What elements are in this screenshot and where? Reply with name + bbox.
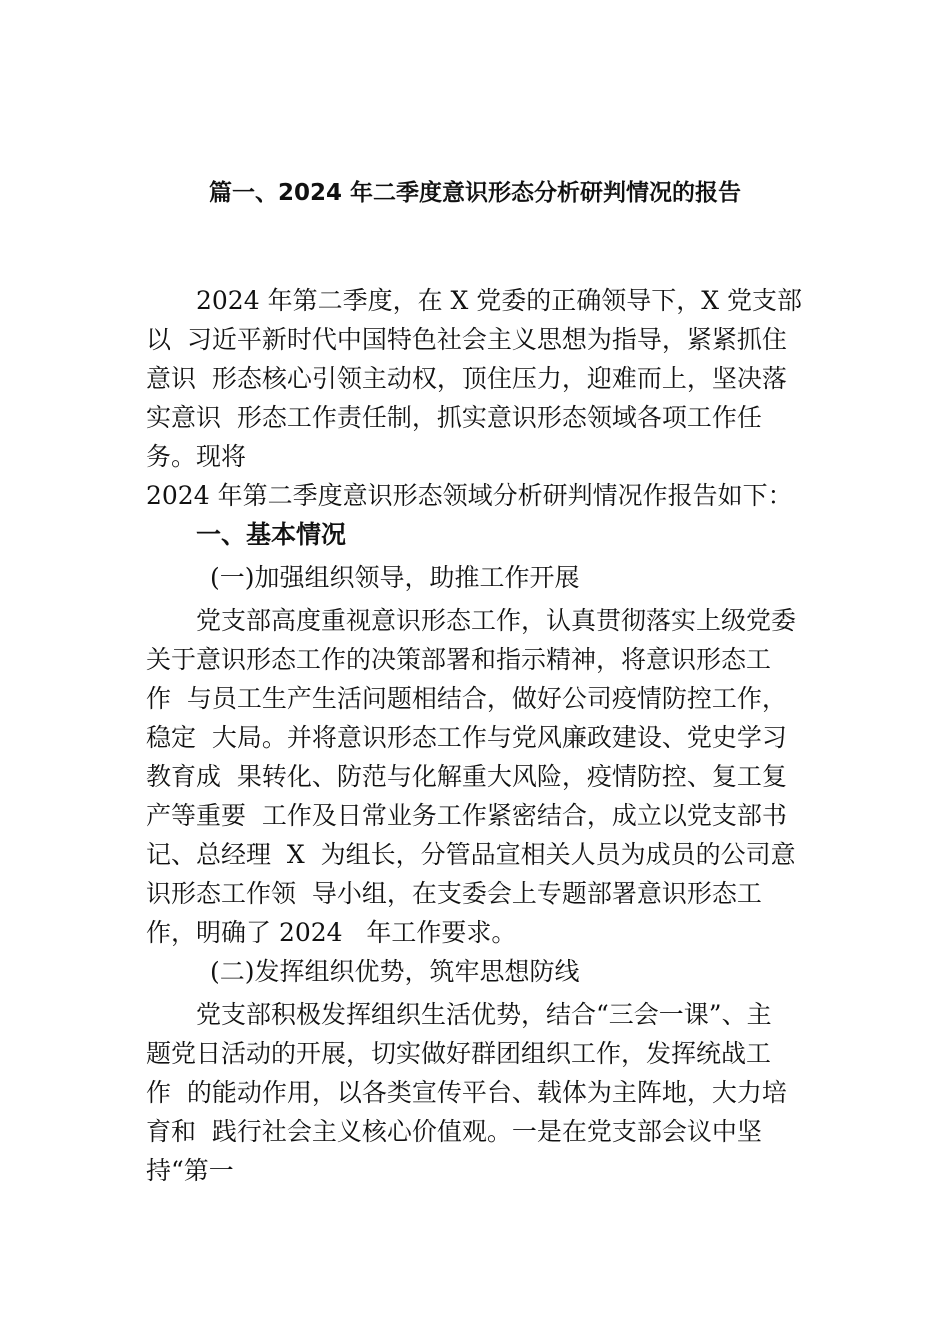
paragraph-line: 识形态工作领 导小组，在支委会上专题部署意识形态工 <box>146 879 762 908</box>
paragraph-line: 党支部积极发挥组织生活优势，结合“三会一课”、主 <box>196 1000 772 1029</box>
paragraph-line: 作，明确了 2024 年工作要求。 <box>146 918 517 947</box>
paragraph-line: 务。现将 <box>146 442 247 471</box>
document-title: 篇一、2024 年二季度意识形态分析研判情况的报告 <box>208 180 742 206</box>
section-heading: 一、基本情况 <box>196 520 347 549</box>
paragraph-line: 关于意识形态工作的决策部署和指示精神，将意识形态工 <box>146 645 772 674</box>
paragraph-line: 育和 践行社会主义核心价值观。一是在党支部会议中坚 <box>146 1117 762 1146</box>
paragraph-line: 作 的能动作用，以各类宣传平台、载体为主阵地，大力培 <box>146 1078 787 1107</box>
paragraph-line: 题党日活动的开展，切实做好群团组织工作，发挥统战工 <box>146 1039 772 1068</box>
paragraph-line: 教育成 果转化、防范与化解重大风险，疫情防控、复工复 <box>146 762 787 791</box>
paragraph-line: 以 习近平新时代中国特色社会主义思想为指导，紧紧抓住 <box>146 325 787 354</box>
subsection-heading: (一)加强组织领导，助推工作开展 <box>210 563 580 592</box>
paragraph-line: 持“第一 <box>146 1156 234 1185</box>
paragraph-line: 作 与员工生产生活问题相结合，做好公司疫情防控工作， <box>146 684 787 713</box>
paragraph-line: 产等重要 工作及日常业务工作紧密结合，成立以党支部书 <box>146 801 787 830</box>
subsection-heading: (二)发挥组织优势，筑牢思想防线 <box>210 957 580 986</box>
paragraph-line: 记、总经理 X 为组长，分管品宣相关人员为成员的公司意 <box>146 840 796 869</box>
paragraph-line: 稳定 大局。并将意识形态工作与党风廉政建设、党史学习 <box>146 723 787 752</box>
paragraph-line: 实意识 形态工作责任制，抓实意识形态领域各项工作任 <box>146 403 762 432</box>
paragraph-line: 党支部高度重视意识形态工作，认真贯彻落实上级党委 <box>196 606 797 635</box>
paragraph-line: 2024 年第二季度意识形态领域分析研判情况作报告如下： <box>146 481 793 510</box>
paragraph-line: 意识 形态核心引领主动权，顶住压力，迎难而上，坚决落 <box>146 364 787 393</box>
paragraph-line: 2024 年第二季度，在 X 党委的正确领导下，X 党支部 <box>196 286 803 315</box>
